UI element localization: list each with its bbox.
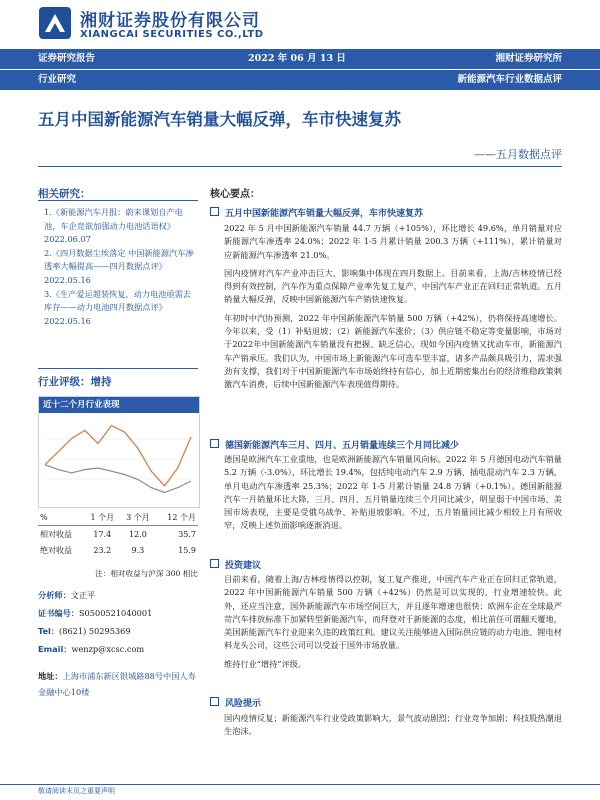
section-heading: 风险提示 bbox=[210, 696, 261, 709]
table-header-cell: 3 个月 bbox=[120, 509, 156, 526]
table-header-cell: % bbox=[38, 509, 84, 526]
table-header-row bbox=[38, 509, 198, 526]
table-row bbox=[38, 542, 198, 558]
checkbox-bullet-icon bbox=[210, 207, 219, 216]
paragraph: 目前来看，随着上海/吉林疫情得以控制，复工复产推进，中国汽车产业正在回归正常轨道，2022 年中国新能源汽车销量 500 万辆（+42%）仍然是可以实现的，行业增速较快。此外，还应当注意，国外新能源汽车市场空间巨大，并且逐年增速也很快：欧洲车企在全球最严苛汽车排放标准下加紧转型新能源汽车，而拜登对于新能源的态度，相比前任可谓翻天覆地，美国新能源汽车行业迎来久违的政策红利。建议关注能够进入国际供应链的动力电池、锂电材料龙头公司，这些公司可以受益于国外市场放量。 bbox=[224, 574, 562, 651]
table-cell: 9.3 bbox=[131, 545, 145, 555]
table-cell: 17.4 bbox=[93, 529, 112, 539]
row-label: 相对收益 bbox=[40, 529, 72, 539]
tel-label: Tel： bbox=[38, 626, 60, 636]
company-name-en: XIANGCAI SECURITIES CO.,LTD bbox=[80, 29, 264, 40]
report-type: 证券研究报告 bbox=[38, 53, 96, 64]
email-address[interactable]: wenzp@xcsc.com bbox=[71, 644, 145, 654]
series-line bbox=[45, 465, 191, 493]
section-body bbox=[224, 222, 562, 392]
related-item[interactable]: 2.《四月数据尘埃落定 中国新能源汽车渗透率大幅提高——四月数据点评》2022.05.16 bbox=[44, 247, 194, 285]
table-cell: 12.0 bbox=[129, 529, 147, 539]
paragraph: 2022 年 5 月中国新能源汽车销量 44.7 万辆（+105%），环比增长 49.6%，单月销量对应新能源汽车渗透率 24.0%；2022 年 1-5 月累计销量 200.3 万辆（+111%），累计销量对应新能源汽车渗透率 21.0%。 bbox=[224, 223, 562, 260]
chart-title: 近十二个月行业表现 bbox=[39, 397, 199, 413]
checkbox-bullet-icon bbox=[210, 439, 219, 448]
related-item[interactable]: 3.《生产爱运超装恢复，动力电池亟需去库存——动力电池四月数据点评》2022.05.16 bbox=[44, 288, 191, 326]
section-heading: 投资建议 bbox=[210, 558, 261, 571]
related-research-heading: 相关研究： bbox=[38, 188, 91, 200]
report-series: 新能源汽车行业数据点评 bbox=[457, 74, 562, 85]
header-bar-top bbox=[0, 49, 600, 69]
tel-number: (8621) 50295369 bbox=[59, 626, 131, 636]
section-heading: 德国新能源汽车三月、四月、五月销量连续三个月同比减少 bbox=[210, 438, 459, 451]
page-subtitle: ——五月数据点评 bbox=[474, 148, 562, 161]
institute-name: 湘财证券研究所 bbox=[495, 53, 562, 64]
industry-performance-chart bbox=[38, 396, 200, 508]
key-points-heading: 核心要点： bbox=[210, 189, 260, 200]
industry-rating: 行业评级：增持 bbox=[38, 376, 112, 388]
table-header-cell: 12 个月 bbox=[156, 509, 198, 526]
checkbox-bullet-icon bbox=[210, 559, 219, 568]
section-body bbox=[224, 453, 562, 533]
checkbox-bullet-icon bbox=[210, 697, 219, 706]
analyst-name: 文正平 bbox=[70, 590, 96, 600]
related-item[interactable]: 1.《新能源汽车月报：蔚来课划自产电池，车企竞欲加强动力电池话语权》2022.06.07 bbox=[44, 207, 183, 245]
table-header-cell: 1 个月 bbox=[84, 509, 120, 526]
table-row bbox=[38, 526, 198, 543]
section-heading: 五月中国新能源汽车销量大幅反弹，车市快速复苏 bbox=[210, 206, 423, 219]
related-divider bbox=[38, 200, 198, 201]
page-title: 五月中国新能源汽车销量大幅反弹，车市快速复苏 bbox=[38, 110, 401, 129]
rating-top-divider bbox=[38, 368, 198, 369]
performance-table bbox=[38, 509, 198, 558]
company-name-cn: 湘财证券股份有限公司 bbox=[80, 11, 260, 31]
address-block bbox=[38, 668, 198, 700]
table-cell: 23.2 bbox=[93, 545, 112, 555]
section-body bbox=[224, 712, 562, 739]
chart-plot bbox=[39, 413, 197, 505]
cert-label: 证书编号： bbox=[38, 608, 79, 618]
series-line bbox=[45, 426, 191, 486]
paragraph: 国内疫情反复；新能源汽车行业受政策影响大，景气波动剧烈；行业竞争加剧；科技股热潮退生泡沫。 bbox=[224, 713, 562, 737]
company-logo-icon bbox=[38, 6, 72, 40]
paragraph: 国内疫情对汽车产业冲击巨大，影响集中体现在四月数据上。目前来看，上海/吉林疫情已经得到有效控制，汽车作为重点保障产业率先复工复产，中国汽车产业正在回归正常轨道。五月销量大幅反弹，反映中国新能源汽车产销快速恢复。 bbox=[224, 267, 562, 305]
analyst-info bbox=[38, 586, 198, 658]
address-label: 地址： bbox=[38, 671, 63, 681]
report-category: 行业研究 bbox=[38, 74, 77, 85]
title-divider bbox=[38, 166, 562, 167]
analyst-label: 分析师： bbox=[38, 590, 71, 600]
footer-divider bbox=[0, 784, 600, 785]
address-text: 上海市浦东新区银城路88号中国人寿金融中心10楼 bbox=[38, 671, 196, 697]
report-date: 2022 年 06 月 13 日 bbox=[248, 53, 346, 64]
paragraph: 维持行业“增持”评级。 bbox=[224, 658, 307, 669]
paragraph: 德国是欧洲汽车工业重地，也是欧洲新能源汽车销量风向标。2022 年 5 月德国电动汽车销量 5.2 万辆（-3.0%），环比增长 19.4%，包括纯电动汽车 2.9 万辆、插电混动汽车 2.3 万辆，单月电动汽车渗透率 25.3%；2022 年 1-5 月累计销量 24.8 万辆（+0.1%）。德国新能源汽车一月销量环比大降，三月、四月、五月销量连续三个月同比减少，明显弱于中国市场、美国市场表现，主要是受俄乌战争、补贴退坡影响。不过，五月销量同比减少相较上月有所收窄，反映上述负面影响逐渐消退。 bbox=[224, 454, 562, 531]
row-label: 绝对收益 bbox=[40, 545, 72, 555]
performance-note: 注：相对收益与沪深 300 相比 bbox=[95, 569, 198, 578]
table-cell: 15.9 bbox=[178, 545, 196, 555]
footer-disclaimer[interactable]: 敬请阅读末页之重要声明 bbox=[38, 787, 115, 795]
cert-number: S0500521040001 bbox=[78, 608, 153, 618]
email-label: Email： bbox=[38, 644, 72, 654]
table-cell: 35.7 bbox=[178, 529, 196, 539]
report-header bbox=[0, 0, 600, 48]
related-research-list bbox=[44, 206, 196, 328]
header-bar-bottom bbox=[0, 70, 600, 90]
paragraph: 年初时中汽协预测，2022 年中国新能源汽车销量 500 万辆（+42%），仍将保持高速增长。今年以来，受（1）补贴退坡；（2）新能源汽车涨价；（3）供应链不稳定等变量影响，市场对于2022年中国新能源汽车销量没有把握、缺乏信心，现如今国内疫情又扰动车市，新能源汽车产销承压。我们认为，中国市场上新能源汽车可选车型丰富，诸多产品颇具吸引力，需求强劲有支撑，我们对于中国新能源汽车市场始终持有信心，加上近期密集出台的经济维稳政策刺激汽车消费，后续中国新能源汽车表现值得期待。 bbox=[224, 312, 562, 390]
section-body bbox=[224, 573, 562, 671]
